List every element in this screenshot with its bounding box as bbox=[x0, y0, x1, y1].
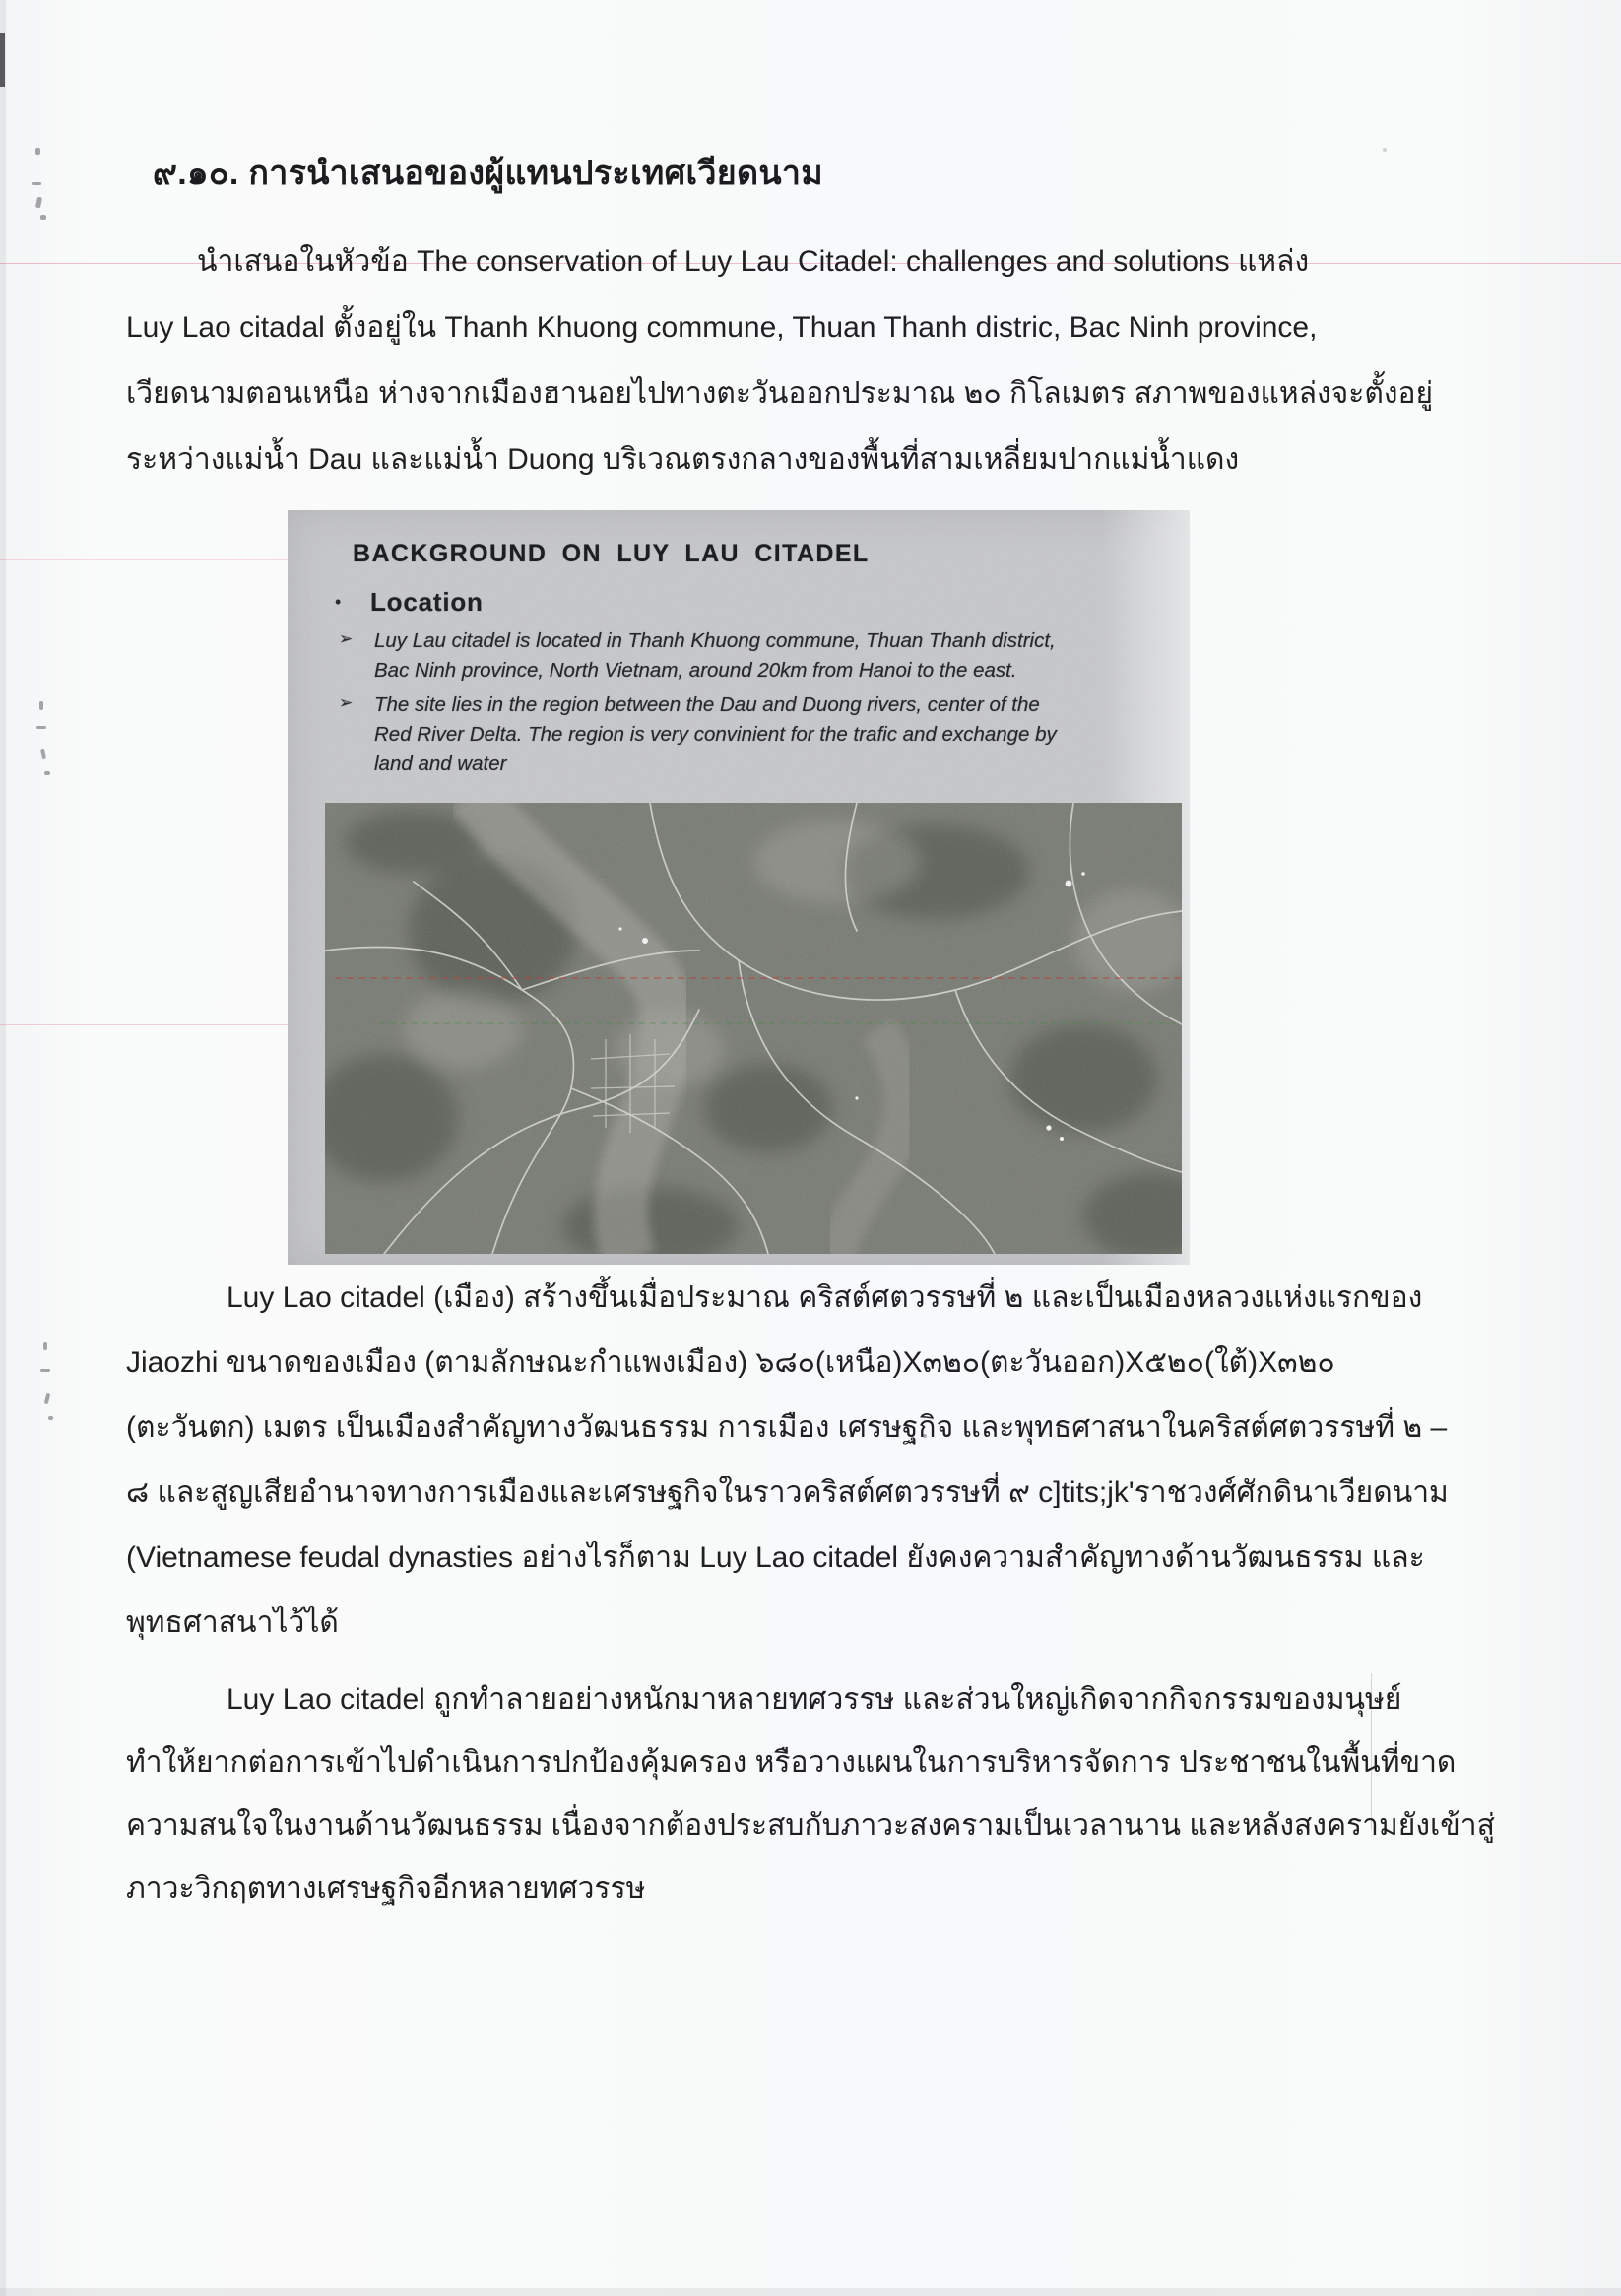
bullet-text bbox=[374, 626, 1056, 686]
bullet-text bbox=[374, 690, 1057, 779]
text-line: ความสนใจในงานด้านวัฒนธรรม เนื่องจากต้องประสบกับภาวะสงครามเป็นเวลานาน และหลังสงครามยังเข้าสู่ bbox=[126, 1809, 1495, 1842]
text-line: Bac Ninh province, North Vietnam, around 20km from Hanoi to the east. bbox=[374, 659, 1017, 682]
bullet-dot-icon: • bbox=[335, 592, 342, 612]
location-label: Location bbox=[370, 587, 484, 617]
margin-mark bbox=[39, 701, 43, 710]
margin-mark bbox=[32, 182, 41, 185]
margin-mark bbox=[43, 1342, 47, 1350]
paragraph-condition bbox=[126, 1669, 1495, 1921]
scan-artifact-line bbox=[0, 559, 288, 560]
margin-mark bbox=[35, 197, 42, 209]
margin-mark bbox=[40, 1369, 50, 1372]
section-heading: ๙.๑๐. การนำเสนอของผู้แทนประเทศเวียดนาม bbox=[153, 155, 824, 192]
scan-speck bbox=[1383, 148, 1387, 152]
text-line: (Vietnamese feudal dynasties อย่างไรก็ตาม Luy Lao citadel ยังคงความสำคัญทางด้านวัฒนธรรม และ bbox=[126, 1542, 1425, 1574]
scan-bottom-edge bbox=[0, 2288, 1621, 2296]
list-item bbox=[339, 690, 1146, 779]
text-line: ทำให้ยากต่อการเข้าไปดำเนินการปกป้องคุ้มครอง หรือวางแผนในการบริหารจัดการ ประชาชนในพื้นที่ขาด bbox=[126, 1746, 1457, 1779]
slide-title: BACKGROUND ON LUY LAU CITADEL bbox=[353, 540, 870, 567]
satellite-map-graphic bbox=[325, 803, 1182, 1254]
margin-mark bbox=[36, 726, 46, 729]
margin-mark bbox=[40, 215, 46, 220]
text-line: Jiaozhi ขนาดของเมือง (ตามลักษณะกำแพงเมือง) ๖๘๐(เหนือ)X๓๒๐(ตะวันออก)X๕๒๐(ใต้)X๓๒๐ bbox=[126, 1346, 1335, 1379]
scan-left-edge bbox=[0, 0, 6, 2296]
text-line: ระหว่างแม่น้ำ Dau และแม่น้ำ Duong บริเวณตรงกลางของพื้นที่สามเหลี่ยมปากแม่น้ำแดง bbox=[126, 443, 1240, 476]
text-line: land and water bbox=[374, 753, 507, 775]
text-line: Luy Lao citadel ถูกทำลายอย่างหนักมาหลายทศวรรษ และส่วนใหญ่เกิดจากกิจกรรมของมนุษย์ bbox=[227, 1683, 1402, 1716]
text-line: ๘ และสูญเสียอำนาจทางการเมืองและเศรษฐกิจในราวคริสต์ศตวรรษที่ ๙ c]tits;jk'ราชวงศ์ศักดินาเวียดนาม bbox=[126, 1476, 1449, 1509]
text-line: ภาวะวิกฤตทางเศรษฐกิจอีกหลายทศวรรษ bbox=[126, 1872, 646, 1905]
text-line: Luy Lao citadal ตั้งอยู่ใน Thanh Khuong commune, Thuan Thanh distric, Bac Ninh province, bbox=[126, 311, 1318, 344]
arrow-bullet-icon: ➢ bbox=[339, 629, 354, 648]
margin-mark bbox=[40, 749, 46, 760]
paragraph-history bbox=[126, 1266, 1449, 1656]
slide-location-bullet bbox=[335, 587, 484, 618]
margin-mark bbox=[35, 148, 40, 155]
arrow-bullet-icon: ➢ bbox=[339, 693, 354, 712]
margin-mark bbox=[48, 1416, 53, 1420]
text-line: Red River Delta. The region is very convinient for the trafic and exchange by bbox=[374, 723, 1057, 746]
text-line: Luy Lau citadel is located in Thanh Khuong commune, Thuan Thanh district, bbox=[374, 629, 1056, 652]
text-line: พุทธศาสนาไว้ได้ bbox=[126, 1607, 339, 1639]
satellite-map-image bbox=[325, 803, 1182, 1254]
paragraph-intro bbox=[126, 229, 1433, 492]
margin-mark bbox=[44, 771, 50, 775]
text-line: นำเสนอในหัวข้อ The conservation of Luy Lau Citadel: challenges and solutions แหล่ง bbox=[197, 245, 1310, 278]
scan-artifact-line bbox=[0, 1024, 325, 1025]
margin-mark bbox=[44, 1393, 51, 1405]
text-line: (ตะวันตก) เมตร เป็นเมืองสำคัญทางวัฒนธรรม การเมือง เศรษฐกิจ และพุทธศาสนาในคริสต์ศตวรรษที่ ๒ – bbox=[126, 1411, 1448, 1444]
text-line: Luy Lao citadel (เมือง) สร้างขึ้นเมื่อประมาณ คริสต์ศตวรรษที่ ๒ และเป็นเมืองหลวงแห่งแรกของ bbox=[227, 1281, 1423, 1314]
slide-bullet-list bbox=[339, 626, 1146, 784]
list-item bbox=[339, 626, 1146, 686]
text-line: The site lies in the region between the Dau and Duong rivers, center of the bbox=[374, 693, 1040, 716]
text-line: เวียดนามตอนเหนือ ห่างจากเมืองฮานอยไปทางตะวันออกประมาณ ๒๐ กิโลเมตร สภาพของแหล่งจะตั้งอยู่ bbox=[126, 377, 1434, 410]
embedded-slide bbox=[288, 510, 1190, 1265]
